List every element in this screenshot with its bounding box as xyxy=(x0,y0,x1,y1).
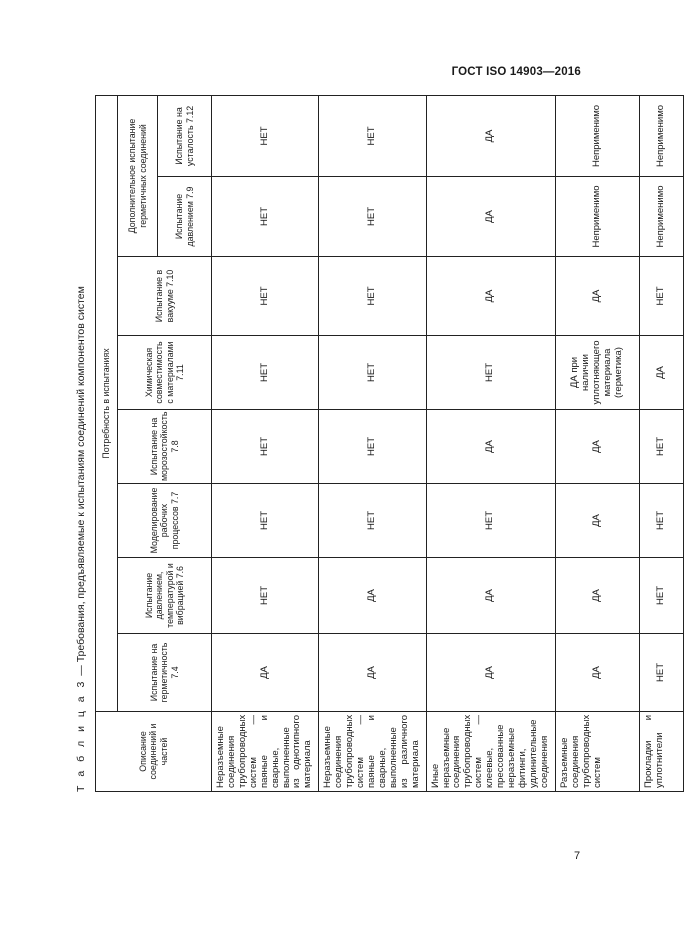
table-cell: Неприменимо xyxy=(555,95,639,176)
table-row xyxy=(319,95,426,791)
table-row xyxy=(639,95,683,791)
table-cell: ДА xyxy=(426,410,555,484)
table-cell: ДА xyxy=(426,95,555,176)
row-description: Разъемные соединения трубопроводных систем xyxy=(555,712,639,792)
table-row xyxy=(212,95,319,791)
table-cell: ДА xyxy=(319,558,426,634)
table-caption xyxy=(75,286,87,792)
table-cell: НЕТ xyxy=(212,257,319,336)
caption-text: — Требования, предъявляемые к испытаниям соединений компонентов систем xyxy=(75,286,87,679)
table-cell: НЕТ xyxy=(319,336,426,410)
caption-prefix: Т а б л и ц а 3 xyxy=(75,678,87,792)
table-cell: НЕТ xyxy=(212,410,319,484)
col-header-pressure: Испытание давлением 7.9 xyxy=(158,177,212,257)
rotated-table-block xyxy=(75,96,666,792)
table-cell: ДА xyxy=(555,634,639,712)
table-cell: НЕТ xyxy=(212,95,319,176)
col-header-chemical: Химическая совместимость с материалами 7.11 xyxy=(118,336,212,410)
table-cell: НЕТ xyxy=(212,177,319,257)
table-cell: ДА xyxy=(426,177,555,257)
table-cell: ДА xyxy=(555,410,639,484)
table-cell: Неприменимо xyxy=(639,95,683,176)
table-cell: Неприменимо xyxy=(639,177,683,257)
row-description: Иные неразъемные соединения трубопроводных систем — клеевые, прессованные неразъемные фитинги, удлинительные соединения xyxy=(426,712,555,792)
desc-column-header: Описание соединений и частей xyxy=(96,712,212,792)
table-cell: НЕТ xyxy=(639,257,683,336)
document-header: ГОСТ ISO 14903—2016 xyxy=(451,66,581,78)
table-row xyxy=(426,95,555,791)
extra-test-header: Дополнительное испытание герметичных соединений xyxy=(118,95,158,256)
row-description: Неразъемные соединения трубопроводных систем — паяные и сварные, выполненные из однотипного материала xyxy=(212,712,319,792)
table-cell: НЕТ xyxy=(639,634,683,712)
row-description: Прокладки и уплотнители xyxy=(639,712,683,792)
table-cell: НЕТ xyxy=(639,484,683,558)
col-header-simulation: Моделирование рабочих процессов 7.7 xyxy=(118,484,212,558)
table-cell: ДА при наличии уплотняющего материала (герметика) xyxy=(555,336,639,410)
table-cell: НЕТ xyxy=(639,410,683,484)
col-header-vacuum: Испытание в вакууме 7.10 xyxy=(118,257,212,336)
header-row-1 xyxy=(96,95,118,791)
col-header-frost: Испытание на морозостойкость 7.8 xyxy=(118,410,212,484)
table-cell: ДА xyxy=(555,558,639,634)
table-cell: НЕТ xyxy=(212,336,319,410)
table-cell: НЕТ xyxy=(426,484,555,558)
col-header-pressure-temp-vibration: Испытание давлением, температурой и вибрацией 7.6 xyxy=(118,558,212,634)
requirements-table xyxy=(95,95,684,792)
table-cell: НЕТ xyxy=(212,484,319,558)
need-header: Потребность в испытаниях xyxy=(96,95,118,711)
header-row-2 xyxy=(118,95,158,791)
table-cell: НЕТ xyxy=(426,336,555,410)
table-cell: ДА xyxy=(426,634,555,712)
table-cell: НЕТ xyxy=(319,484,426,558)
table-cell: НЕТ xyxy=(639,558,683,634)
table-cell: НЕТ xyxy=(319,177,426,257)
table-cell: НЕТ xyxy=(319,95,426,176)
table-cell: ДА xyxy=(426,558,555,634)
table-cell: НЕТ xyxy=(319,257,426,336)
table-row xyxy=(555,95,639,791)
table-cell: ДА xyxy=(555,484,639,558)
page-number: 7 xyxy=(574,850,581,862)
col-header-fatigue: Испытание на усталость 7.12 xyxy=(158,95,212,176)
table-cell: ДА xyxy=(212,634,319,712)
table-cell: ДА xyxy=(639,336,683,410)
row-description: Неразъемные соединения трубопроводных систем — паяные и сварные, выполненные из различного материала xyxy=(319,712,426,792)
table-cell: ДА xyxy=(555,257,639,336)
table-cell: НЕТ xyxy=(319,410,426,484)
table-cell: ДА xyxy=(319,634,426,712)
table-cell: Неприменимо xyxy=(555,177,639,257)
table-cell: НЕТ xyxy=(212,558,319,634)
table-cell: ДА xyxy=(426,257,555,336)
col-header-leak: Испытание на герметичность 7.4 xyxy=(118,634,212,712)
